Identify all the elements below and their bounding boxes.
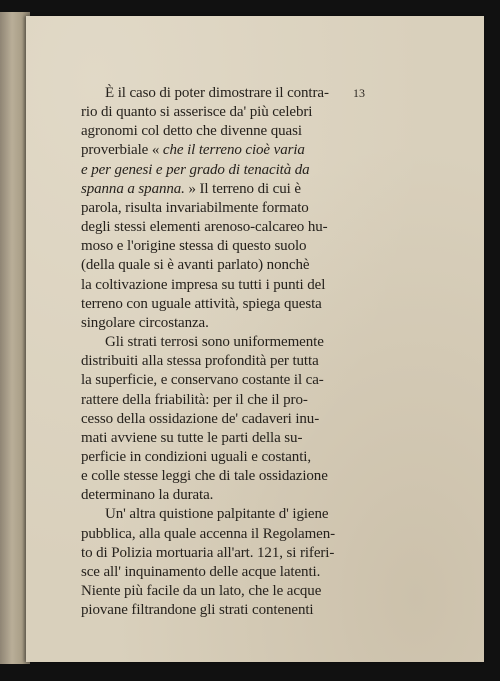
text-line <box>81 486 363 505</box>
text-line <box>81 314 363 333</box>
text-line <box>81 410 363 429</box>
text-segment: degli stessi elementi arenoso-calcareo hu- <box>81 219 328 236</box>
text-line <box>81 295 363 314</box>
text-segment: rattere della friabilità: per il che il pro- <box>81 391 308 408</box>
text-line <box>81 161 363 180</box>
text-line <box>81 199 363 218</box>
text-line <box>81 391 363 410</box>
text-segment: Un' altra quistione palpitante d' igiene <box>105 506 329 523</box>
text-line <box>81 141 363 160</box>
text-segment: la superficie, e conservano costante il ca- <box>81 372 324 389</box>
text-segment: Gli strati terrosi sono uniformemente <box>105 334 324 351</box>
text-segment: e colle stesse leggi che di tale ossidazione <box>81 468 328 485</box>
text-segment: piovane filtrandone gli strati contenenti <box>81 602 314 619</box>
text-segment: perficie in condizioni uguali e costanti, <box>81 448 311 465</box>
text-segment: sce all' inquinamento delle acque latenti. <box>81 563 321 580</box>
text-line <box>81 544 363 563</box>
text-line <box>81 180 363 199</box>
text-line <box>81 256 363 275</box>
page-number: 13 <box>353 86 365 100</box>
text-segment: determinano la durata. <box>81 487 214 504</box>
text-line <box>81 601 363 620</box>
text-segment: singolare circostanza. <box>81 314 209 331</box>
body-text <box>81 84 363 620</box>
text-line <box>81 218 363 237</box>
text-line <box>81 352 363 371</box>
text-segment: distribuiti alla stessa profondità per tutta <box>81 353 319 370</box>
text-line <box>81 276 363 295</box>
text-segment: mati avviene su tutte le parti della su- <box>81 429 303 446</box>
text-segment: terreno con uguale attività, spiega questa <box>81 295 322 312</box>
text-segment: (della quale si è avanti parlato) nonchè <box>81 257 310 274</box>
text-line <box>81 429 363 448</box>
text-segment: parola, risulta invariabilmente formato <box>81 199 309 216</box>
text-line <box>81 333 363 352</box>
italic-text: che il terreno cioè varia <box>162 142 305 159</box>
text-line <box>81 563 363 582</box>
text-line <box>81 237 363 256</box>
text-line <box>81 84 363 103</box>
text-segment: la coltivazione impresa su tutti i punti del <box>81 276 326 293</box>
text-segment: pubblica, alla quale accenna il Regolamen- <box>81 525 336 542</box>
text-segment: Niente più facile da un lato, che le acque <box>81 583 322 600</box>
text-line <box>81 505 363 524</box>
text-segment: proverbiale « <box>81 142 163 159</box>
text-line <box>81 448 363 467</box>
text-segment: cesso della ossidazione de' cadaveri inu- <box>81 410 320 427</box>
text-segment: » Il terreno di cui è <box>184 180 301 197</box>
text-line <box>81 122 363 141</box>
italic-text: e per genesi e per grado di tenacità da <box>81 161 310 178</box>
italic-text: spanna a spanna. <box>81 180 185 197</box>
text-segment: rio di quanto si asserisce da' più celebri <box>81 104 313 121</box>
text-segment: È il caso di poter dimostrare il contra- <box>105 85 329 101</box>
text-line <box>81 371 363 390</box>
text-line <box>81 103 363 122</box>
text-line <box>81 525 363 544</box>
text-segment: to di Polizia mortuaria all'art. 121, si riferi- <box>81 544 335 561</box>
text-segment: moso e l'origine stessa di questo suolo <box>81 238 307 255</box>
text-line <box>81 467 363 486</box>
text-line <box>81 582 363 601</box>
text-segment: agronomi col detto che divenne quasi <box>81 123 302 140</box>
